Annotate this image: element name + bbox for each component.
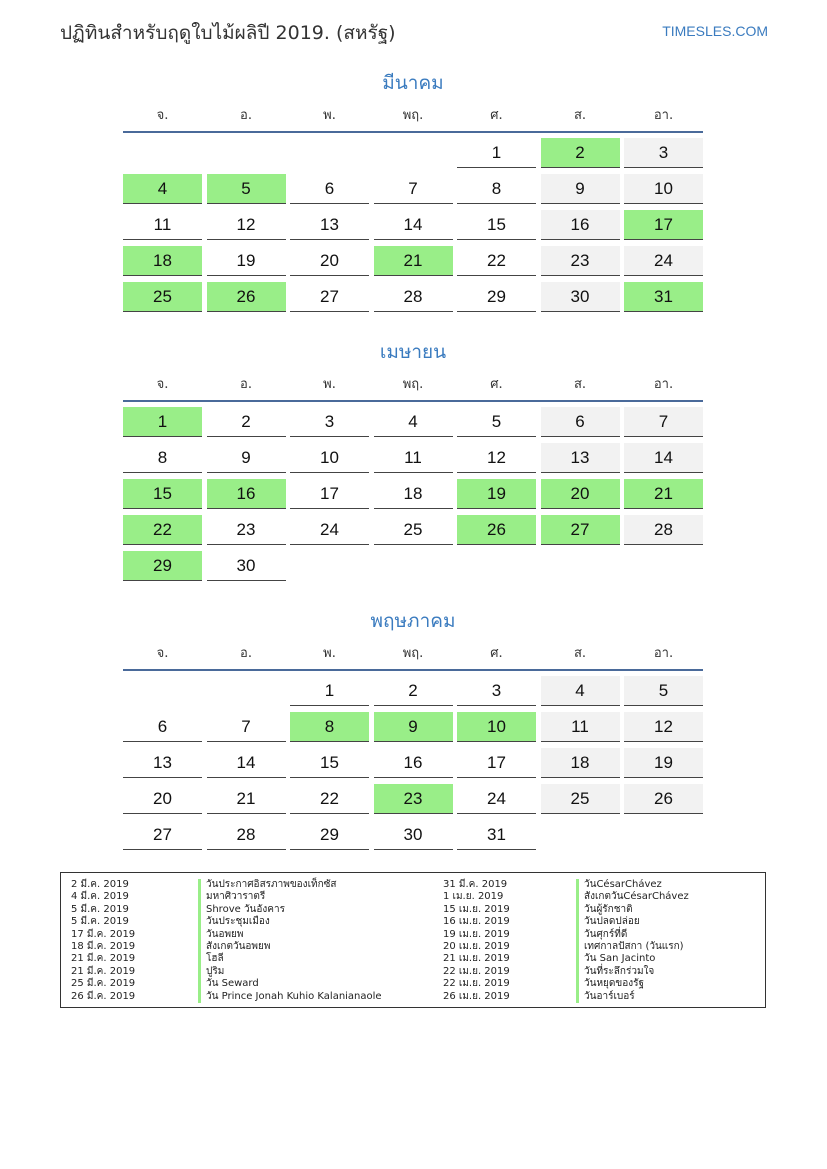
holiday-day-cell: 23 <box>374 784 453 814</box>
holiday-date: 18 มี.ค. 2019 <box>71 940 136 952</box>
day-cell: 22 <box>290 784 369 814</box>
day-cell: 11 <box>374 443 453 473</box>
month-may <box>123 606 703 850</box>
weekday-label: อา. <box>653 377 674 392</box>
day-cell: 28 <box>374 282 453 312</box>
day-cell: 2 <box>374 676 453 706</box>
day-cell: 3 <box>624 138 703 168</box>
day-cell: 29 <box>290 820 369 850</box>
day-cell: 4 <box>541 676 620 706</box>
day-cell: 28 <box>207 820 286 850</box>
month-march <box>123 68 703 312</box>
day-cell: 4 <box>374 407 453 437</box>
day-cell: 24 <box>624 246 703 276</box>
day-cell: 9 <box>207 443 286 473</box>
weekday-header <box>123 104 703 126</box>
holiday-name: วันศุกร์ที่ดี <box>576 929 689 941</box>
day-cell: 19 <box>624 748 703 778</box>
weekday-label: จ. <box>156 108 169 123</box>
holiday-name: วันอาร์เบอร์ <box>576 991 689 1003</box>
holiday-day-cell: 10 <box>457 712 536 742</box>
holiday-name: วัน San Jacinto <box>576 953 689 965</box>
weekday-label: ส. <box>573 646 587 661</box>
weekday-label: พ. <box>323 646 336 661</box>
day-cell: 6 <box>541 407 620 437</box>
holiday-name: วัน Seward <box>198 978 382 990</box>
holiday-day-cell: 8 <box>290 712 369 742</box>
day-cell: 15 <box>457 210 536 240</box>
weekday-header <box>123 642 703 664</box>
day-cell: 23 <box>541 246 620 276</box>
weekday-label: พฤ. <box>402 377 424 392</box>
holiday-day-cell: 29 <box>123 551 202 581</box>
holiday-day-cell: 5 <box>207 174 286 204</box>
holiday-name: Shrove วันอังคาร <box>198 904 382 916</box>
holiday-name: ปูริม <box>198 966 382 978</box>
holiday-name: วันประชุมเมือง <box>198 916 382 928</box>
holiday-name: วันที่ระลึกร่วมใจ <box>576 966 689 978</box>
day-cell: 12 <box>624 712 703 742</box>
site-link[interactable]: TIMESLES.COM <box>662 23 768 39</box>
holiday-date: 21 มี.ค. 2019 <box>71 965 136 977</box>
weekday-label: อา. <box>653 646 674 661</box>
month-title: มีนาคม <box>382 72 444 94</box>
day-cell: 3 <box>290 407 369 437</box>
holiday-name: มหาศิวาราตรี <box>198 891 382 903</box>
day-cell: 1 <box>457 138 536 168</box>
holiday-date: 22 เม.ย. 2019 <box>443 965 510 977</box>
day-cell: 22 <box>457 246 536 276</box>
holiday-day-cell: 26 <box>207 282 286 312</box>
weekday-label: ส. <box>573 377 587 392</box>
day-cell: 12 <box>457 443 536 473</box>
holiday-dates-left <box>71 879 135 1003</box>
day-cell: 8 <box>123 443 202 473</box>
day-cell: 18 <box>541 748 620 778</box>
holiday-date: 16 เม.ย. 2019 <box>443 916 510 928</box>
day-cell: 17 <box>457 748 536 778</box>
day-cell: 28 <box>624 515 703 545</box>
holiday-names-right <box>576 879 689 1003</box>
day-cell: 27 <box>123 820 202 850</box>
holiday-name: วันหยุดของรัฐ <box>576 978 689 990</box>
weekday-label: พฤ. <box>402 646 424 661</box>
empty-day-cell <box>374 138 453 168</box>
empty-day-cell <box>290 138 369 168</box>
day-cell: 7 <box>374 174 453 204</box>
holiday-name: โฮลี <box>198 953 382 965</box>
header-divider <box>123 400 703 402</box>
holiday-dates-right <box>443 879 510 1003</box>
holiday-name: วันCésarChávez <box>576 879 689 891</box>
day-cell: 30 <box>541 282 620 312</box>
holiday-date: 5 มี.ค. 2019 <box>71 916 129 928</box>
holiday-date: 15 เม.ย. 2019 <box>443 903 510 915</box>
day-cell: 10 <box>290 443 369 473</box>
day-cell: 13 <box>290 210 369 240</box>
day-cell: 8 <box>457 174 536 204</box>
holiday-names-left <box>198 879 382 1003</box>
day-cell: 7 <box>207 712 286 742</box>
holiday-name: วันผู้รักชาติ <box>576 904 689 916</box>
weekday-label: ศ. <box>490 646 503 661</box>
day-cell: 21 <box>207 784 286 814</box>
day-cell: 7 <box>624 407 703 437</box>
holiday-name: วัน Prince Jonah Kuhio Kalanianaole <box>198 991 382 1003</box>
weekday-header <box>123 373 703 395</box>
weekday-label: อ. <box>240 377 252 392</box>
day-grid <box>123 407 703 581</box>
holiday-day-cell: 31 <box>624 282 703 312</box>
day-cell: 19 <box>207 246 286 276</box>
holiday-day-cell: 26 <box>457 515 536 545</box>
day-cell: 16 <box>541 210 620 240</box>
holiday-day-cell: 27 <box>541 515 620 545</box>
holiday-day-cell: 22 <box>123 515 202 545</box>
day-cell: 13 <box>541 443 620 473</box>
weekday-label: ศ. <box>490 377 503 392</box>
holiday-date: 5 มี.ค. 2019 <box>71 903 129 915</box>
holiday-date: 20 เม.ย. 2019 <box>443 940 510 952</box>
holiday-date: 22 เม.ย. 2019 <box>443 978 510 990</box>
holiday-date: 21 เม.ย. 2019 <box>443 953 510 965</box>
day-cell: 20 <box>123 784 202 814</box>
holiday-day-cell: 15 <box>123 479 202 509</box>
day-cell: 17 <box>290 479 369 509</box>
weekday-label: อ. <box>240 108 252 123</box>
day-cell: 27 <box>290 282 369 312</box>
day-cell: 13 <box>123 748 202 778</box>
weekday-label: พ. <box>323 377 336 392</box>
day-cell: 23 <box>207 515 286 545</box>
holiday-list <box>60 872 766 1008</box>
header-divider <box>123 131 703 133</box>
day-cell: 6 <box>290 174 369 204</box>
holiday-date: 17 มี.ค. 2019 <box>71 928 136 940</box>
day-cell: 26 <box>624 784 703 814</box>
holiday-date: 19 เม.ย. 2019 <box>443 928 510 940</box>
holiday-date: 25 มี.ค. 2019 <box>71 978 136 990</box>
holiday-day-cell: 25 <box>123 282 202 312</box>
empty-day-cell <box>123 676 202 706</box>
empty-day-cell <box>123 138 202 168</box>
weekday-label: ส. <box>573 108 587 123</box>
holiday-day-cell: 21 <box>374 246 453 276</box>
day-cell: 5 <box>624 676 703 706</box>
day-cell: 9 <box>541 174 620 204</box>
day-cell: 5 <box>457 407 536 437</box>
holiday-name: สังเกตวันอพยพ <box>198 941 382 953</box>
weekday-label: ศ. <box>490 108 503 123</box>
holiday-date: 26 เม.ย. 2019 <box>443 990 510 1002</box>
month-title: เมษายน <box>379 341 447 363</box>
holiday-date: 26 มี.ค. 2019 <box>71 990 136 1002</box>
holiday-day-cell: 4 <box>123 174 202 204</box>
day-cell: 25 <box>374 515 453 545</box>
empty-day-cell <box>207 676 286 706</box>
day-cell: 11 <box>541 712 620 742</box>
holiday-date: 21 มี.ค. 2019 <box>71 953 136 965</box>
weekday-label: พ. <box>323 108 336 123</box>
day-grid <box>123 138 703 312</box>
holiday-day-cell: 16 <box>207 479 286 509</box>
weekday-label: พฤ. <box>402 108 424 123</box>
day-cell: 15 <box>290 748 369 778</box>
day-cell: 16 <box>374 748 453 778</box>
day-cell: 2 <box>207 407 286 437</box>
holiday-day-cell: 21 <box>624 479 703 509</box>
day-cell: 6 <box>123 712 202 742</box>
holiday-date: 4 มี.ค. 2019 <box>71 891 129 903</box>
holiday-day-cell: 20 <box>541 479 620 509</box>
empty-day-cell <box>207 138 286 168</box>
holiday-day-cell: 2 <box>541 138 620 168</box>
day-cell: 14 <box>624 443 703 473</box>
day-cell: 20 <box>290 246 369 276</box>
day-grid <box>123 676 703 850</box>
day-cell: 24 <box>290 515 369 545</box>
day-cell: 31 <box>457 820 536 850</box>
day-cell: 14 <box>207 748 286 778</box>
holiday-name: สังเกตวันCésarChávez <box>576 891 689 903</box>
weekday-label: อ. <box>240 646 252 661</box>
holiday-day-cell: 19 <box>457 479 536 509</box>
day-cell: 11 <box>123 210 202 240</box>
holiday-name: วันประกาศอิสรภาพของเท็กซัส <box>198 879 382 891</box>
day-cell: 24 <box>457 784 536 814</box>
holiday-date: 1 เม.ย. 2019 <box>443 891 504 903</box>
header-divider <box>123 669 703 671</box>
day-cell: 18 <box>374 479 453 509</box>
day-cell: 1 <box>290 676 369 706</box>
day-cell: 30 <box>207 551 286 581</box>
weekday-label: อา. <box>653 108 674 123</box>
weekday-label: จ. <box>156 646 169 661</box>
holiday-date: 31 มี.ค. 2019 <box>443 879 508 890</box>
day-cell: 12 <box>207 210 286 240</box>
page-title: ปฏิทินสำหรับฤดูใบไม้ผลิปี 2019. (สหรัฐ) <box>60 22 396 44</box>
day-cell: 30 <box>374 820 453 850</box>
holiday-name: เทศกาลปัสกา (วันแรก) <box>576 941 689 953</box>
day-cell: 29 <box>457 282 536 312</box>
month-april <box>123 337 703 581</box>
holiday-day-cell: 1 <box>123 407 202 437</box>
holiday-name: วันอพยพ <box>198 929 382 941</box>
day-cell: 25 <box>541 784 620 814</box>
holiday-day-cell: 18 <box>123 246 202 276</box>
holiday-name: วันปลดปล่อย <box>576 916 689 928</box>
day-cell: 3 <box>457 676 536 706</box>
day-cell: 14 <box>374 210 453 240</box>
weekday-label: จ. <box>156 377 169 392</box>
holiday-date: 2 มี.ค. 2019 <box>71 879 129 890</box>
holiday-day-cell: 17 <box>624 210 703 240</box>
day-cell: 10 <box>624 174 703 204</box>
holiday-day-cell: 9 <box>374 712 453 742</box>
month-title: พฤษภาคม <box>370 610 456 632</box>
